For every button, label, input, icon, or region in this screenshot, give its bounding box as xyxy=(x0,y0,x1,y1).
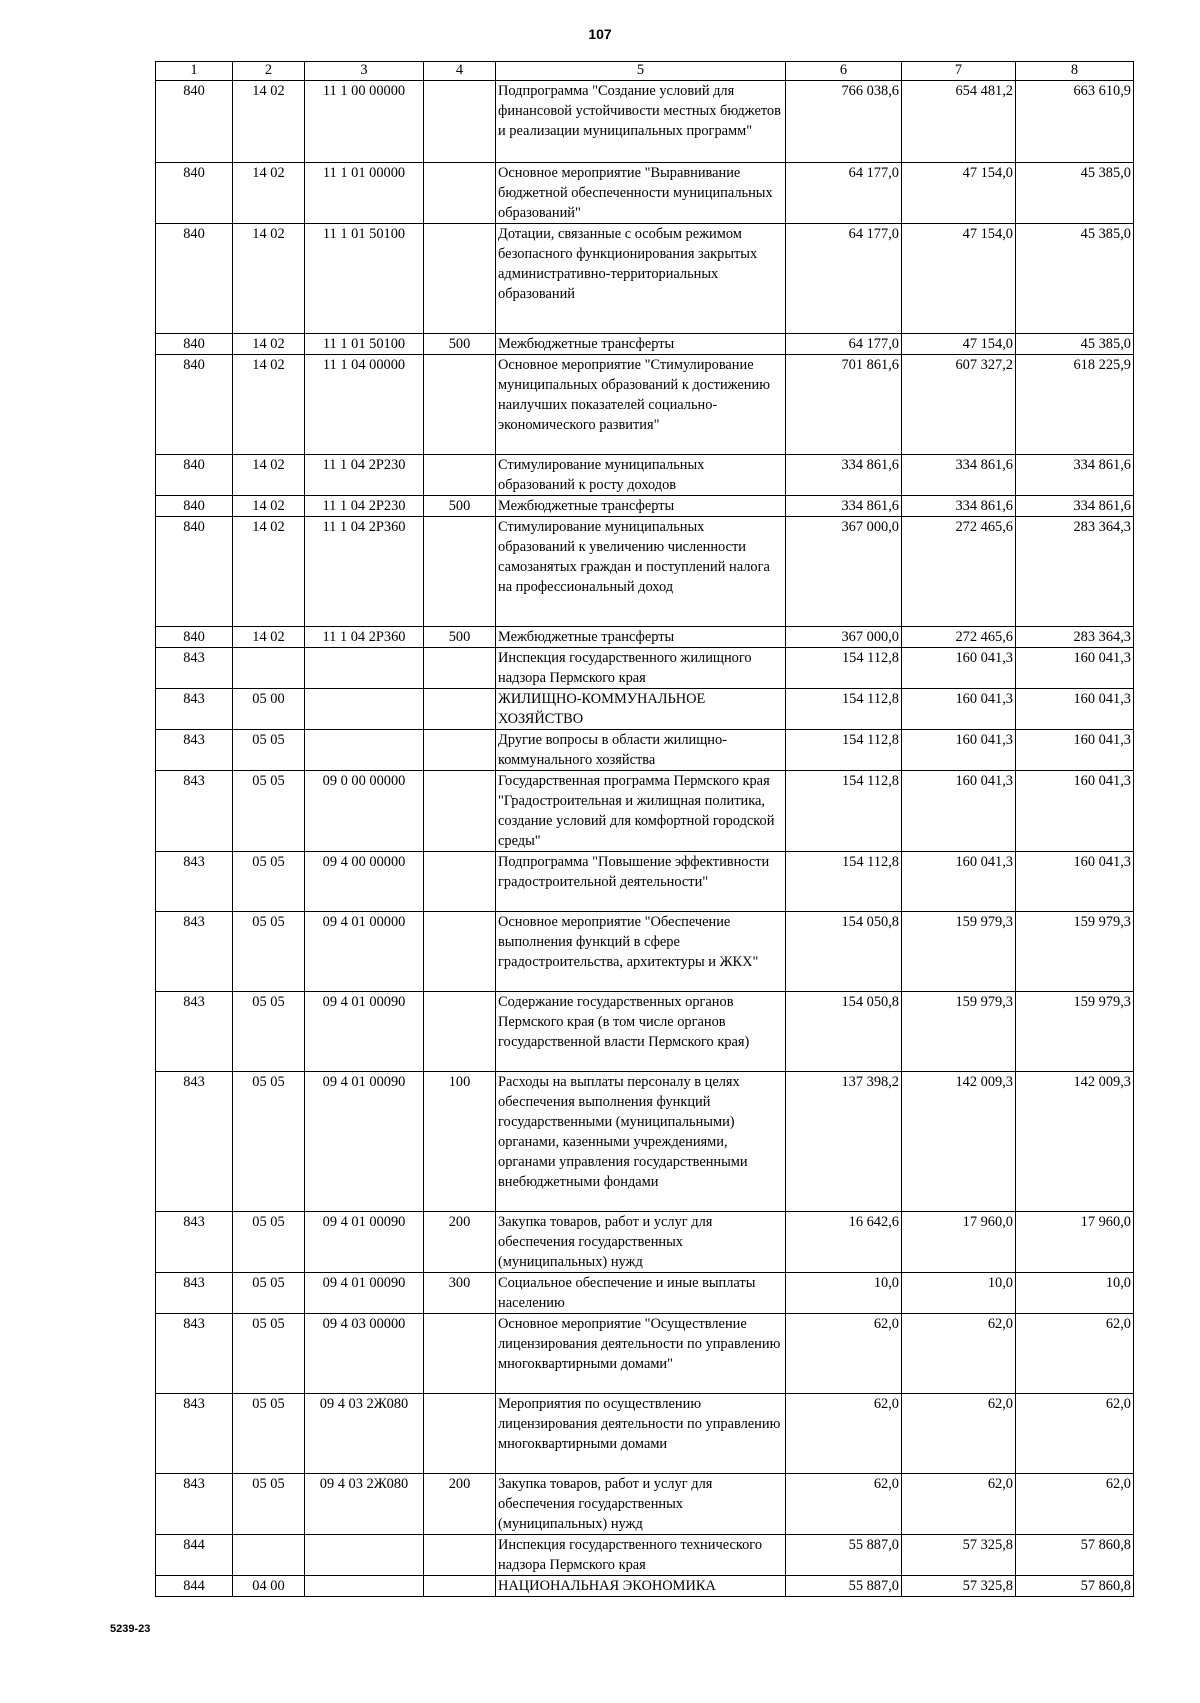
target-article-cell: 11 1 04 2Р360 xyxy=(305,627,424,648)
expense-type-cell xyxy=(424,224,496,334)
ved-code-cell: 843 xyxy=(156,1394,233,1474)
target-article-cell: 09 0 00 00000 xyxy=(305,771,424,852)
table-row xyxy=(156,912,1134,992)
target-article-cell xyxy=(305,1576,424,1597)
ved-code-cell: 844 xyxy=(156,1576,233,1597)
ved-code-cell: 843 xyxy=(156,1212,233,1273)
target-article-cell: 09 4 01 00090 xyxy=(305,1273,424,1314)
table-row xyxy=(156,517,1134,627)
expense-type-cell xyxy=(424,355,496,455)
amount-2025-cell: 334 861,6 xyxy=(1016,455,1134,496)
expense-type-cell xyxy=(424,1314,496,1394)
amount-2023-cell: 367 000,0 xyxy=(786,627,902,648)
target-article-cell: 11 1 01 50100 xyxy=(305,334,424,355)
amount-2023-cell: 334 861,6 xyxy=(786,455,902,496)
amount-2024-cell: 160 041,3 xyxy=(902,648,1016,689)
amount-2025-cell: 160 041,3 xyxy=(1016,648,1134,689)
amount-2024-cell: 142 009,3 xyxy=(902,1072,1016,1212)
amount-2024-cell: 57 325,8 xyxy=(902,1535,1016,1576)
table-row xyxy=(156,1212,1134,1273)
amount-2025-cell: 159 979,3 xyxy=(1016,992,1134,1072)
ved-code-cell: 840 xyxy=(156,334,233,355)
amount-2024-cell: 17 960,0 xyxy=(902,1212,1016,1273)
amount-2023-cell: 367 000,0 xyxy=(786,517,902,627)
expense-type-cell: 300 xyxy=(424,1273,496,1314)
section-cell: 14 02 xyxy=(233,355,305,455)
amount-2023-cell: 154 050,8 xyxy=(786,912,902,992)
table-row xyxy=(156,1474,1134,1535)
description-cell: Основное мероприятие "Осуществление лицензирования деятельности по управлению многоквартирными домами" xyxy=(496,1314,786,1394)
amount-2024-cell: 47 154,0 xyxy=(902,334,1016,355)
column-header: 2 xyxy=(233,62,305,81)
ved-code-cell: 840 xyxy=(156,355,233,455)
description-cell: Другие вопросы в области жилищно-коммунального хозяйства xyxy=(496,730,786,771)
amount-2024-cell: 159 979,3 xyxy=(902,992,1016,1072)
amount-2023-cell: 55 887,0 xyxy=(786,1535,902,1576)
amount-2023-cell: 154 112,8 xyxy=(786,852,902,912)
description-cell: Инспекция государственного технического надзора Пермского края xyxy=(496,1535,786,1576)
description-cell: Дотации, связанные с особым режимом безопасного функционирования закрытых административно-территориальных образований xyxy=(496,224,786,334)
description-cell: Закупка товаров, работ и услуг для обеспечения государственных (муниципальных) нужд xyxy=(496,1474,786,1535)
section-cell: 14 02 xyxy=(233,224,305,334)
ved-code-cell: 843 xyxy=(156,1314,233,1394)
ved-code-cell: 843 xyxy=(156,1072,233,1212)
ved-code-cell: 840 xyxy=(156,517,233,627)
amount-2024-cell: 159 979,3 xyxy=(902,912,1016,992)
page-number: 107 xyxy=(588,26,612,42)
section-cell: 05 05 xyxy=(233,1212,305,1273)
table-row xyxy=(156,224,1134,334)
expense-type-cell xyxy=(424,163,496,224)
section-cell: 05 05 xyxy=(233,771,305,852)
target-article-cell: 09 4 03 2Ж080 xyxy=(305,1474,424,1535)
description-cell: Подпрограмма "Повышение эффективности градостроительной деятельности" xyxy=(496,852,786,912)
expense-type-cell xyxy=(424,852,496,912)
amount-2023-cell: 62,0 xyxy=(786,1394,902,1474)
section-cell: 05 05 xyxy=(233,912,305,992)
table-row xyxy=(156,1535,1134,1576)
section-cell: 14 02 xyxy=(233,496,305,517)
amount-2025-cell: 45 385,0 xyxy=(1016,334,1134,355)
column-header: 5 xyxy=(496,62,786,81)
target-article-cell xyxy=(305,648,424,689)
section-cell: 14 02 xyxy=(233,334,305,355)
ved-code-cell: 840 xyxy=(156,455,233,496)
amount-2025-cell: 160 041,3 xyxy=(1016,689,1134,730)
description-cell: Стимулирование муниципальных образований к росту доходов xyxy=(496,455,786,496)
amount-2023-cell: 334 861,6 xyxy=(786,496,902,517)
ved-code-cell: 843 xyxy=(156,648,233,689)
amount-2023-cell: 137 398,2 xyxy=(786,1072,902,1212)
description-cell: Социальное обеспечение и иные выплаты населению xyxy=(496,1273,786,1314)
amount-2024-cell: 160 041,3 xyxy=(902,730,1016,771)
amount-2024-cell: 160 041,3 xyxy=(902,771,1016,852)
table-row xyxy=(156,1273,1134,1314)
amount-2025-cell: 45 385,0 xyxy=(1016,163,1134,224)
amount-2024-cell: 160 041,3 xyxy=(902,689,1016,730)
amount-2025-cell: 283 364,3 xyxy=(1016,627,1134,648)
amount-2024-cell: 654 481,2 xyxy=(902,81,1016,163)
expense-type-cell: 500 xyxy=(424,627,496,648)
amount-2025-cell: 142 009,3 xyxy=(1016,1072,1134,1212)
section-cell: 14 02 xyxy=(233,517,305,627)
amount-2023-cell: 154 050,8 xyxy=(786,992,902,1072)
expense-type-cell: 200 xyxy=(424,1474,496,1535)
amount-2025-cell: 334 861,6 xyxy=(1016,496,1134,517)
description-cell: Государственная программа Пермского края "Градостроительная и жилищная политика, создание условий для комфортной городской среды" xyxy=(496,771,786,852)
ved-code-cell: 843 xyxy=(156,771,233,852)
amount-2023-cell: 701 861,6 xyxy=(786,355,902,455)
section-cell xyxy=(233,1535,305,1576)
ved-code-cell: 843 xyxy=(156,912,233,992)
amount-2025-cell: 17 960,0 xyxy=(1016,1212,1134,1273)
document-code: 5239-23 xyxy=(110,1623,151,1635)
amount-2025-cell: 159 979,3 xyxy=(1016,912,1134,992)
description-cell: Межбюджетные трансферты xyxy=(496,627,786,648)
description-cell: Основное мероприятие "Стимулирование муниципальных образований к достижению наилучших показателей социально-экономического развития" xyxy=(496,355,786,455)
section-cell: 05 05 xyxy=(233,1394,305,1474)
description-cell: Основное мероприятие "Обеспечение выполнения функций в сфере градостроительства, архитектуры и ЖКХ" xyxy=(496,912,786,992)
section-cell: 05 05 xyxy=(233,730,305,771)
amount-2025-cell: 57 860,8 xyxy=(1016,1576,1134,1597)
ved-code-cell: 840 xyxy=(156,224,233,334)
amount-2023-cell: 154 112,8 xyxy=(786,648,902,689)
amount-2024-cell: 334 861,6 xyxy=(902,455,1016,496)
amount-2023-cell: 16 642,6 xyxy=(786,1212,902,1273)
section-cell: 04 00 xyxy=(233,1576,305,1597)
table-row xyxy=(156,992,1134,1072)
amount-2024-cell: 47 154,0 xyxy=(902,163,1016,224)
description-cell: Основное мероприятие "Выравнивание бюджетной обеспеченности муниципальных образований" xyxy=(496,163,786,224)
ved-code-cell: 843 xyxy=(156,852,233,912)
section-cell: 05 05 xyxy=(233,992,305,1072)
section-cell: 14 02 xyxy=(233,455,305,496)
expense-type-cell xyxy=(424,517,496,627)
target-article-cell: 09 4 01 00090 xyxy=(305,1072,424,1212)
ved-code-cell: 840 xyxy=(156,163,233,224)
description-cell: ЖИЛИЩНО-КОММУНАЛЬНОЕ ХОЗЯЙСТВО xyxy=(496,689,786,730)
ved-code-cell: 843 xyxy=(156,1273,233,1314)
section-cell: 14 02 xyxy=(233,627,305,648)
target-article-cell: 09 4 03 00000 xyxy=(305,1314,424,1394)
amount-2025-cell: 160 041,3 xyxy=(1016,852,1134,912)
budget-table xyxy=(155,61,1134,1597)
target-article-cell xyxy=(305,689,424,730)
section-cell: 05 00 xyxy=(233,689,305,730)
target-article-cell: 09 4 01 00090 xyxy=(305,992,424,1072)
table-row xyxy=(156,1072,1134,1212)
amount-2024-cell: 272 465,6 xyxy=(902,627,1016,648)
table-row xyxy=(156,355,1134,455)
expense-type-cell xyxy=(424,689,496,730)
expense-type-cell: 200 xyxy=(424,1212,496,1273)
section-cell: 05 05 xyxy=(233,1474,305,1535)
section-cell: 05 05 xyxy=(233,1314,305,1394)
header-row xyxy=(156,62,1134,81)
table-row xyxy=(156,1314,1134,1394)
table-row xyxy=(156,496,1134,517)
ved-code-cell: 840 xyxy=(156,496,233,517)
description-cell: Закупка товаров, работ и услуг для обеспечения государственных (муниципальных) нужд xyxy=(496,1212,786,1273)
ved-code-cell: 843 xyxy=(156,730,233,771)
description-cell: Инспекция государственного жилищного надзора Пермского края xyxy=(496,648,786,689)
amount-2024-cell: 62,0 xyxy=(902,1474,1016,1535)
expense-type-cell xyxy=(424,1576,496,1597)
amount-2025-cell: 160 041,3 xyxy=(1016,730,1134,771)
amount-2023-cell: 62,0 xyxy=(786,1314,902,1394)
amount-2023-cell: 10,0 xyxy=(786,1273,902,1314)
table-row xyxy=(156,455,1134,496)
target-article-cell: 09 4 03 2Ж080 xyxy=(305,1394,424,1474)
amount-2025-cell: 57 860,8 xyxy=(1016,1535,1134,1576)
target-article-cell: 11 1 04 2Р360 xyxy=(305,517,424,627)
amount-2023-cell: 154 112,8 xyxy=(786,730,902,771)
target-article-cell: 11 1 04 2Р230 xyxy=(305,455,424,496)
expense-type-cell: 100 xyxy=(424,1072,496,1212)
column-header: 4 xyxy=(424,62,496,81)
table-row xyxy=(156,81,1134,163)
table-row xyxy=(156,852,1134,912)
section-cell: 05 05 xyxy=(233,852,305,912)
section-cell: 05 05 xyxy=(233,1072,305,1212)
amount-2024-cell: 57 325,8 xyxy=(902,1576,1016,1597)
amount-2024-cell: 160 041,3 xyxy=(902,852,1016,912)
ved-code-cell: 840 xyxy=(156,81,233,163)
amount-2025-cell: 618 225,9 xyxy=(1016,355,1134,455)
table-row xyxy=(156,627,1134,648)
description-cell: Стимулирование муниципальных образований к увеличению численности самозанятых граждан и поступлений налога на профессиональный доход xyxy=(496,517,786,627)
target-article-cell: 11 1 01 50100 xyxy=(305,224,424,334)
amount-2024-cell: 47 154,0 xyxy=(902,224,1016,334)
expense-type-cell xyxy=(424,81,496,163)
target-article-cell: 11 1 04 2Р230 xyxy=(305,496,424,517)
ved-code-cell: 844 xyxy=(156,1535,233,1576)
amount-2023-cell: 154 112,8 xyxy=(786,771,902,852)
amount-2024-cell: 334 861,6 xyxy=(902,496,1016,517)
expense-type-cell xyxy=(424,1535,496,1576)
expense-type-cell: 500 xyxy=(424,496,496,517)
amount-2025-cell: 10,0 xyxy=(1016,1273,1134,1314)
amount-2023-cell: 55 887,0 xyxy=(786,1576,902,1597)
amount-2023-cell: 64 177,0 xyxy=(786,224,902,334)
table-row xyxy=(156,689,1134,730)
section-cell: 14 02 xyxy=(233,163,305,224)
expense-type-cell xyxy=(424,771,496,852)
expense-type-cell xyxy=(424,1394,496,1474)
amount-2024-cell: 62,0 xyxy=(902,1314,1016,1394)
ved-code-cell: 843 xyxy=(156,689,233,730)
target-article-cell: 11 1 00 00000 xyxy=(305,81,424,163)
amount-2025-cell: 45 385,0 xyxy=(1016,224,1134,334)
amount-2023-cell: 64 177,0 xyxy=(786,163,902,224)
table-row xyxy=(156,771,1134,852)
table-row xyxy=(156,648,1134,689)
target-article-cell xyxy=(305,1535,424,1576)
table-row xyxy=(156,1394,1134,1474)
expense-type-cell: 500 xyxy=(424,334,496,355)
description-cell: Расходы на выплаты персоналу в целях обеспечения выполнения функций государственными (муниципальными) органами, казенными учреждениями, органами управления государственными внебюджетными фондами xyxy=(496,1072,786,1212)
expense-type-cell xyxy=(424,992,496,1072)
description-cell: Подпрограмма "Создание условий для финансовой устойчивости местных бюджетов и реализации муниципальных программ" xyxy=(496,81,786,163)
amount-2025-cell: 62,0 xyxy=(1016,1394,1134,1474)
amount-2023-cell: 62,0 xyxy=(786,1474,902,1535)
amount-2024-cell: 272 465,6 xyxy=(902,517,1016,627)
table-row xyxy=(156,730,1134,771)
amount-2025-cell: 283 364,3 xyxy=(1016,517,1134,627)
expense-type-cell xyxy=(424,455,496,496)
target-article-cell: 09 4 01 00000 xyxy=(305,912,424,992)
ved-code-cell: 843 xyxy=(156,992,233,1072)
target-article-cell: 11 1 04 00000 xyxy=(305,355,424,455)
expense-type-cell xyxy=(424,648,496,689)
target-article-cell xyxy=(305,730,424,771)
amount-2024-cell: 62,0 xyxy=(902,1394,1016,1474)
description-cell: НАЦИОНАЛЬНАЯ ЭКОНОМИКА xyxy=(496,1576,786,1597)
amount-2024-cell: 10,0 xyxy=(902,1273,1016,1314)
description-cell: Содержание государственных органов Пермского края (в том числе органов государственной власти Пермского края) xyxy=(496,992,786,1072)
amount-2025-cell: 62,0 xyxy=(1016,1314,1134,1394)
section-cell xyxy=(233,648,305,689)
table-row xyxy=(156,334,1134,355)
column-header: 8 xyxy=(1016,62,1134,81)
target-article-cell: 11 1 01 00000 xyxy=(305,163,424,224)
amount-2024-cell: 607 327,2 xyxy=(902,355,1016,455)
column-header: 7 xyxy=(902,62,1016,81)
target-article-cell: 09 4 01 00090 xyxy=(305,1212,424,1273)
description-cell: Межбюджетные трансферты xyxy=(496,496,786,517)
description-cell: Мероприятия по осуществлению лицензирования деятельности по управлению многоквартирными домами xyxy=(496,1394,786,1474)
description-cell: Межбюджетные трансферты xyxy=(496,334,786,355)
table-row xyxy=(156,1576,1134,1597)
column-header: 3 xyxy=(305,62,424,81)
amount-2025-cell: 160 041,3 xyxy=(1016,771,1134,852)
amount-2023-cell: 64 177,0 xyxy=(786,334,902,355)
table-row xyxy=(156,163,1134,224)
amount-2025-cell: 62,0 xyxy=(1016,1474,1134,1535)
target-article-cell: 09 4 00 00000 xyxy=(305,852,424,912)
amount-2023-cell: 766 038,6 xyxy=(786,81,902,163)
expense-type-cell xyxy=(424,912,496,992)
ved-code-cell: 843 xyxy=(156,1474,233,1535)
section-cell: 14 02 xyxy=(233,81,305,163)
expense-type-cell xyxy=(424,730,496,771)
amount-2025-cell: 663 610,9 xyxy=(1016,81,1134,163)
section-cell: 05 05 xyxy=(233,1273,305,1314)
amount-2023-cell: 154 112,8 xyxy=(786,689,902,730)
column-header: 6 xyxy=(786,62,902,81)
ved-code-cell: 840 xyxy=(156,627,233,648)
column-header: 1 xyxy=(156,62,233,81)
